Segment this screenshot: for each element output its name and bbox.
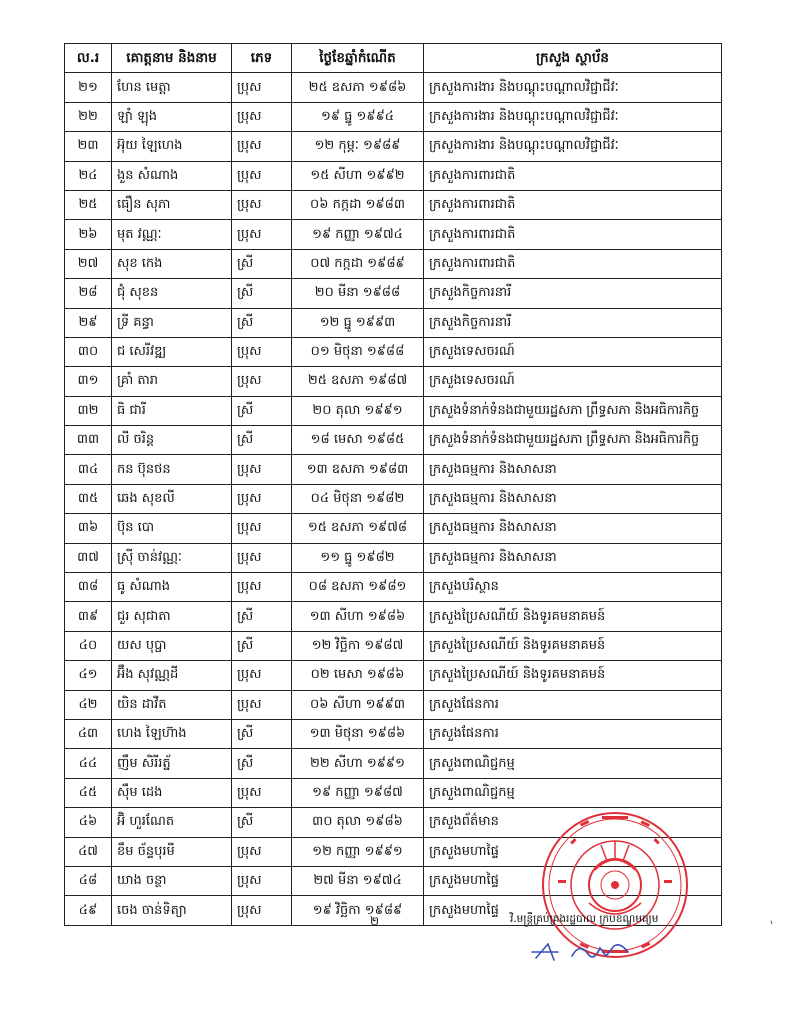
table-row (65, 337, 722, 366)
row-gender: ប្រុស (232, 778, 292, 807)
row-date-of-birth: ១៩ កញ្ញា ១៩៨៧ (292, 778, 424, 807)
table-row (65, 573, 722, 602)
row-gender: ប្រុស (232, 455, 292, 484)
table-row (65, 73, 722, 102)
table-row (65, 279, 722, 308)
table-body (65, 73, 722, 925)
row-date-of-birth: ០៦ សីហា ១៩៩៣ (292, 690, 424, 719)
row-name: យិន ដាវីត (112, 690, 232, 719)
row-gender: ស្រី (232, 808, 292, 837)
row-ministry: ក្រសួងបរិស្ថាន (424, 573, 722, 602)
header-gender: ភេទ (232, 44, 292, 73)
table-row (65, 396, 722, 425)
row-gender: ប្រុស (232, 514, 292, 543)
row-name: ញឹម សិរីរត្ន័ (112, 749, 232, 778)
row-ministry: ក្រសួងកិច្ចការនារី (424, 308, 722, 337)
row-name: ប៊ុន បោ (112, 514, 232, 543)
row-gender: ប្រុស (232, 690, 292, 719)
row-ministry: ក្រសួងទំនាក់ទំនងជាមួយរដ្ឋសភា ព្រឹទ្ធសភា និងអធិការកិច្ច (424, 396, 722, 425)
row-gender: ស្រី (232, 279, 292, 308)
row-date-of-birth: ០៦ កក្កដា ១៩៨៣ (292, 190, 424, 219)
row-gender: ប្រុស (232, 337, 292, 366)
row-name: គ្រាំ តារា (112, 367, 232, 396)
row-name: ហេង ឡៃហ៊ាង (112, 719, 232, 748)
table-row (65, 308, 722, 337)
row-gender: ប្រុស (232, 161, 292, 190)
table-row (65, 161, 722, 190)
row-date-of-birth: ០៨ ឧសភា ១៩៨១ (292, 573, 424, 602)
row-gender: ប្រុស (232, 661, 292, 690)
row-ministry: ក្រសួងការពារជាតិ (424, 161, 722, 190)
row-name: ធឿន សុភា (112, 190, 232, 219)
row-number: ២១ (65, 73, 112, 102)
row-ministry: ក្រសួងការងារ និងបណ្តុះបណ្តាលវិជ្ជាជីវៈ (424, 132, 722, 161)
row-ministry: ក្រសួងការងារ និងបណ្តុះបណ្តាលវិជ្ជាជីវៈ (424, 102, 722, 131)
row-number: ២៣ (65, 132, 112, 161)
row-date-of-birth: ២២ សីហា ១៩៩១ (292, 749, 424, 778)
row-gender: ប្រុស (232, 573, 292, 602)
row-gender: ប្រុស (232, 484, 292, 513)
row-date-of-birth: ២៥ ឧសភា ១៩៨៦ (292, 73, 424, 102)
row-ministry: ក្រសួងពាណិជ្ជកម្ម (424, 749, 722, 778)
row-date-of-birth: ២០ មីនា ១៩៨៨ (292, 279, 424, 308)
row-name: ឃាង ចន្ថា (112, 866, 232, 895)
row-gender: ប្រុស (232, 367, 292, 396)
row-gender: ប្រុស (232, 896, 292, 925)
row-ministry: ក្រសួងការពារជាតិ (424, 249, 722, 278)
row-name: ជុំ សុខន (112, 279, 232, 308)
row-ministry: ក្រសួងប្រៃសណីយ៍ និងទូរគមនាគមន៍ (424, 602, 722, 631)
row-name: ធូ សំណាង (112, 573, 232, 602)
table-row (65, 249, 722, 278)
row-gender: ស្រី (232, 631, 292, 660)
row-number: ២៤ (65, 161, 112, 190)
row-ministry: ក្រសួងការពារជាតិ (424, 220, 722, 249)
header-ministry: ក្រសួង ស្ថាប័ន (424, 44, 722, 73)
row-gender: ស្រី (232, 719, 292, 748)
row-date-of-birth: ១៥ សីហា ១៩៩២ (292, 161, 424, 190)
row-number: ៣០ (65, 337, 112, 366)
row-number: ៣៦ (65, 514, 112, 543)
row-name: ជួរ សុជាតា (112, 602, 232, 631)
handwritten-signature (528, 938, 638, 964)
row-name: ងួន សំណាង (112, 161, 232, 190)
row-date-of-birth: ១៣ សីហា ១៩៨៦ (292, 602, 424, 631)
row-ministry: ក្រសួងព័ត៌មាន (424, 808, 722, 837)
row-gender: ប្រុស (232, 132, 292, 161)
table-row (65, 514, 722, 543)
row-number: ៤៩ (65, 896, 112, 925)
row-ministry: ក្រសួងមហាផ្ទៃ (424, 896, 722, 925)
table-row (65, 190, 722, 219)
table-row (65, 719, 722, 748)
footer-note: វិ.មន្ត្រីគ្រប់គ្រងរដ្ឋបាល ក្របខណ្ឌមធ្យម (510, 913, 659, 925)
table-row (65, 455, 722, 484)
row-ministry: ក្រសួងទំនាក់ទំនងជាមួយរដ្ឋសភា ព្រឹទ្ធសភា និងអធិការកិច្ច (424, 426, 722, 455)
table-row (65, 132, 722, 161)
row-date-of-birth: ១២ កុម្ភៈ ១៩៨៩ (292, 132, 424, 161)
row-number: ៤៣ (65, 719, 112, 748)
row-number: ៤៦ (65, 808, 112, 837)
row-number: ២៧ (65, 249, 112, 278)
row-name: លី ចរិន្ត (112, 426, 232, 455)
row-gender: ប្រុស (232, 837, 292, 866)
row-number: ៣៩ (65, 602, 112, 631)
row-number: ៣៧ (65, 543, 112, 572)
table-row (65, 102, 722, 131)
table-row (65, 690, 722, 719)
row-ministry: ក្រសួងមហាផ្ទៃ (424, 837, 722, 866)
row-ministry: ក្រសួងទេសចរណ៍ (424, 367, 722, 396)
row-number: ៤២ (65, 690, 112, 719)
row-number: ៤១ (65, 661, 112, 690)
row-ministry: ក្រសួងធម្មការ និងសាសនា (424, 455, 722, 484)
row-gender: ប្រុស (232, 220, 292, 249)
row-date-of-birth: ០១ មិថុនា ១៩៨៨ (292, 337, 424, 366)
row-number: ២៥ (65, 190, 112, 219)
row-gender: ស្រី (232, 426, 292, 455)
row-gender: ស្រី (232, 396, 292, 425)
table-row (65, 602, 722, 631)
row-ministry: ក្រសួងធម្មការ និងសាសនា (424, 484, 722, 513)
row-date-of-birth: ០៧ កក្កដា ១៩៨៩ (292, 249, 424, 278)
row-date-of-birth: ១៥ ឧសភា ១៩៧៨ (292, 514, 424, 543)
row-number: ៣២ (65, 396, 112, 425)
header-number: ល.រ (65, 44, 112, 73)
row-name: ជ សេរីវឌ្ឍ (112, 337, 232, 366)
row-ministry: ក្រសួងការពារជាតិ (424, 190, 722, 219)
row-name: ឆេង សុខលី (112, 484, 232, 513)
table-row (65, 484, 722, 513)
row-date-of-birth: ២៥ ឧសភា ១៩៨៧ (292, 367, 424, 396)
table-row (65, 631, 722, 660)
row-name: ចេង ចាន់ទិត្យា (112, 896, 232, 925)
row-date-of-birth: ១៩ កញ្ញា ១៩៧៤ (292, 220, 424, 249)
row-number: ៤៥ (65, 778, 112, 807)
row-name: ទ្រី គន្ធា (112, 308, 232, 337)
row-date-of-birth: ២៧ មីនា ១៩៧៤ (292, 866, 424, 895)
row-gender: ស្រី (232, 749, 292, 778)
row-number: ២៩ (65, 308, 112, 337)
row-ministry: ក្រសួងផែនការ (424, 690, 722, 719)
row-gender: ប្រុស (232, 866, 292, 895)
row-ministry: ក្រសួងផែនការ (424, 719, 722, 748)
row-number: ២៦ (65, 220, 112, 249)
row-ministry: ក្រសួងពាណិជ្ជកម្ម (424, 778, 722, 807)
row-name: ស៊្រី ចាន់វណ្ណៈ (112, 543, 232, 572)
table-row (65, 749, 722, 778)
header-date-of-birth: ថ្ងៃខែឆ្នាំកំណើត (292, 44, 424, 73)
row-date-of-birth: ១៩ វិច្ឆិកា ១៩៨៩ (292, 896, 424, 925)
table-row (65, 778, 722, 807)
table-row (65, 367, 722, 396)
row-name: សុខ កេង (112, 249, 232, 278)
row-ministry: ក្រសួងប្រៃសណីយ៍ និងទូរគមនាគមន៍ (424, 631, 722, 660)
row-date-of-birth: ១៨ មេសា ១៩៨៥ (292, 426, 424, 455)
row-ministry: ក្រសួងប្រៃសណីយ៍ និងទូរគមនាគមន៍ (424, 661, 722, 690)
row-date-of-birth: ២០ តុលា ១៩៩១ (292, 396, 424, 425)
row-name: យស បុប្ផា (112, 631, 232, 660)
row-name: អ៊ឹង សុវណ្ណដី (112, 661, 232, 690)
row-date-of-birth: ០៤ មិថុនា ១៩៨២ (292, 484, 424, 513)
table-row (65, 220, 722, 249)
row-ministry: ក្រសួងធម្មការ និងសាសនា (424, 543, 722, 572)
table-row (65, 543, 722, 572)
row-number: ៣១ (65, 367, 112, 396)
row-name: កន ប៊ុនថន (112, 455, 232, 484)
row-name: អ៊ិ ហួរណែត (112, 808, 232, 837)
row-date-of-birth: ៣០ តុលា ១៩៨៦ (292, 808, 424, 837)
row-date-of-birth: ១២ កញ្ញា ១៩៩១ (292, 837, 424, 866)
row-number: ៤៨ (65, 866, 112, 895)
row-ministry: ក្រសួងធម្មការ និងសាសនា (424, 514, 722, 543)
row-date-of-birth: ១២ ធ្នូ ១៩៩៣ (292, 308, 424, 337)
row-gender: ស្រី (232, 602, 292, 631)
table-row (65, 661, 722, 690)
row-number: ២៨ (65, 279, 112, 308)
row-gender: ប្រុស (232, 102, 292, 131)
row-ministry: ក្រសួងទេសចរណ៍ (424, 337, 722, 366)
side-mark: ៶ (770, 916, 773, 927)
row-date-of-birth: ១៣ ឧសភា ១៩៨៣ (292, 455, 424, 484)
row-ministry: ក្រសួងកិច្ចការនារី (424, 279, 722, 308)
row-date-of-birth: ១១ ធ្នូ ១៩៨២ (292, 543, 424, 572)
row-gender: ស្រី (232, 308, 292, 337)
row-number: ៣៣ (65, 426, 112, 455)
row-date-of-birth: ១២ វិច្ឆិកា ១៩៨៧ (292, 631, 424, 660)
row-name: ធិ ជារី (112, 396, 232, 425)
row-gender: ប្រុស (232, 190, 292, 219)
table-row (65, 426, 722, 455)
row-number: ៤៤ (65, 749, 112, 778)
row-name: ស៊ឹម ដេង (112, 778, 232, 807)
row-number: ៤០ (65, 631, 112, 660)
row-gender: ប្រុស (232, 543, 292, 572)
row-gender: ស្រី (232, 249, 292, 278)
candidate-table (64, 43, 722, 926)
row-gender: ប្រុស (232, 73, 292, 102)
table-header-row (65, 44, 722, 73)
row-number: ៤៧ (65, 837, 112, 866)
row-ministry: ក្រសួងមហាផ្ទៃ (424, 866, 722, 895)
row-number: ២២ (65, 102, 112, 131)
row-number: ៣៤ (65, 455, 112, 484)
row-number: ៣៥ (65, 484, 112, 513)
row-name: ខឹម ច័ន្ទបុរមី (112, 837, 232, 866)
row-name: ឡាំ ឡុង (112, 102, 232, 131)
row-name: អ៊ុយ ឡៃហេង (112, 132, 232, 161)
row-name: មុត វណ្ណៈ (112, 220, 232, 249)
row-date-of-birth: ១៣ មិថុនា ១៩៨៦ (292, 719, 424, 748)
row-name: ហែន មេត្តា (112, 73, 232, 102)
header-name: គោត្តនាម និងនាម (112, 44, 232, 73)
row-ministry: ក្រសួងការងារ និងបណ្តុះបណ្តាលវិជ្ជាជីវៈ (424, 73, 722, 102)
row-date-of-birth: ១៩ ធ្នូ ១៩៩៤ (292, 102, 424, 131)
row-date-of-birth: ០២ មេសា ១៩៨៦ (292, 661, 424, 690)
page-number: ២ (370, 914, 380, 928)
row-number: ៣៨ (65, 573, 112, 602)
